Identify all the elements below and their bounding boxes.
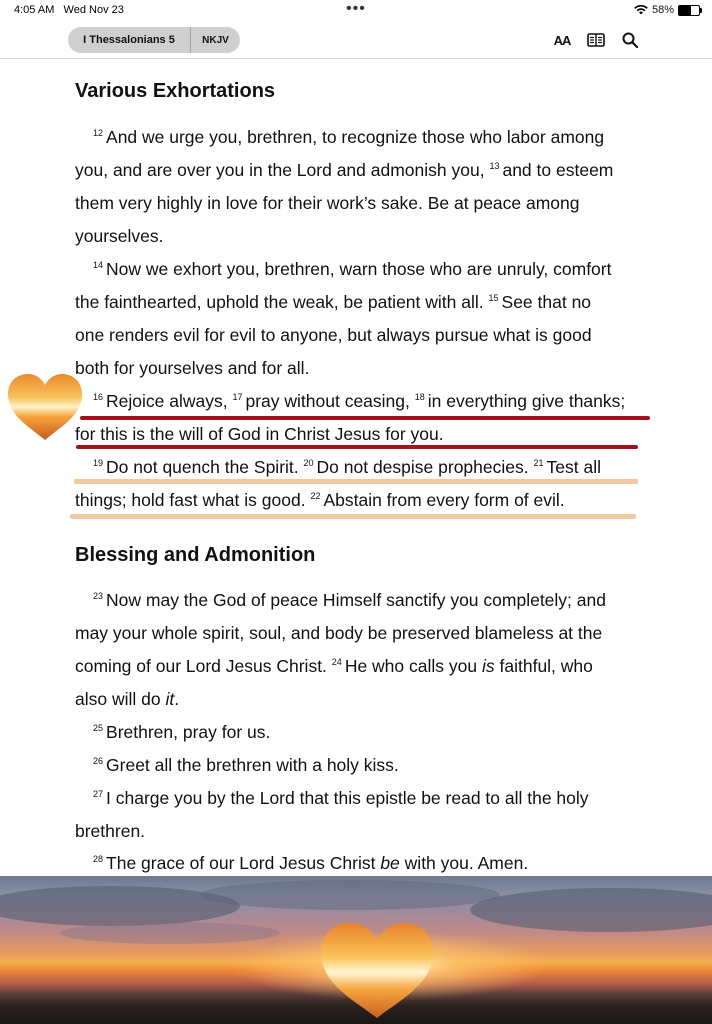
passage-line-highlighted[interactable]: things; hold fast what is good. $^{22}$ Abstain from every form of evil. (75, 490, 565, 510)
search-icon[interactable] (620, 31, 640, 49)
passage-line: brethren. (75, 821, 146, 841)
heart-sticker-large (318, 920, 436, 1024)
status-right (634, 4, 700, 16)
book-chapter-button[interactable]: I Thessalonians 5 (68, 27, 191, 53)
section-heading-exhortations: Various Exhortations (75, 80, 276, 102)
status-time: 4:05 AM Wed Nov 23 (14, 4, 124, 16)
highlight-underline-red (76, 445, 638, 449)
passage-line: them very highly in love for their work’s sake. Be at peace among (75, 193, 580, 213)
passage-line: one renders evil for evil to anyone, but always pursue what is good (75, 325, 592, 345)
heart-sticker-small (6, 372, 84, 447)
battery-icon (678, 5, 700, 16)
passage-line: $^{26}$ Greet all the brethren with a holy kiss. (93, 755, 399, 775)
wifi-icon (634, 5, 648, 15)
reference-pill (68, 27, 240, 53)
text-size-icon[interactable]: AA (553, 32, 571, 48)
highlight-underline-peach (70, 514, 636, 519)
passage-line-highlighted[interactable]: $^{19}$ Do not quench the Spirit. $^{20}$ Do not despise prophecies. $^{21}$ Test all (93, 457, 601, 477)
passage-line: the fainthearted, uphold the weak, be patient with all. $^{15}$ See that no (75, 292, 592, 312)
highlight-underline-red (80, 416, 650, 420)
passage-line: you, and are over you in the Lord and admonish you, $^{13}$ and to esteem (75, 160, 614, 180)
passage-line: both for yourselves and for all. (75, 358, 310, 378)
passage-line: $^{12}$ And we urge you, brethren, to recognize those who labor among (93, 127, 605, 147)
book-icon[interactable] (586, 31, 606, 49)
section-heading-blessing: Blessing and Admonition (75, 544, 316, 566)
passage-line: $^{27}$ I charge you by the Lord that this epistle be read to all the holy (93, 788, 589, 808)
nav-actions (552, 31, 640, 49)
passage-line-highlighted[interactable]: for this is the will of God in Christ Jesus for you. (75, 424, 444, 444)
version-button[interactable]: NKJV (202, 34, 229, 46)
passage-line: $^{14}$ Now we exhort you, brethren, warn those who are unruly, comfort (93, 259, 612, 279)
passage-line: may your whole spirit, soul, and body be preserved blameless at the (75, 623, 603, 643)
passage-line: also will do it. (75, 689, 180, 709)
multitasking-dots-icon[interactable]: ••• (346, 0, 366, 17)
reader-nav-bar (0, 22, 712, 59)
passage-line: $^{25}$ Brethren, pray for us. (93, 722, 271, 742)
passage-line-highlighted[interactable]: $^{16}$ Rejoice always, $^{17}$ pray without ceasing, $^{18}$ in everything give thanks; (93, 391, 626, 411)
passage-line: $^{28}$ The grace of our Lord Jesus Christ be with you. Amen. (93, 853, 529, 873)
passage-line: yourselves. (75, 226, 164, 246)
passage-line: $^{23}$ Now may the God of peace Himself sanctify you completely; and (93, 590, 606, 610)
status-bar (0, 0, 712, 22)
sunset-banner-image (0, 876, 712, 1024)
passage-line: coming of our Lord Jesus Christ. $^{24}$ He who calls you is faithful, who (75, 656, 593, 676)
battery-percent: 58% (651, 4, 674, 16)
highlight-underline-peach (74, 479, 638, 484)
